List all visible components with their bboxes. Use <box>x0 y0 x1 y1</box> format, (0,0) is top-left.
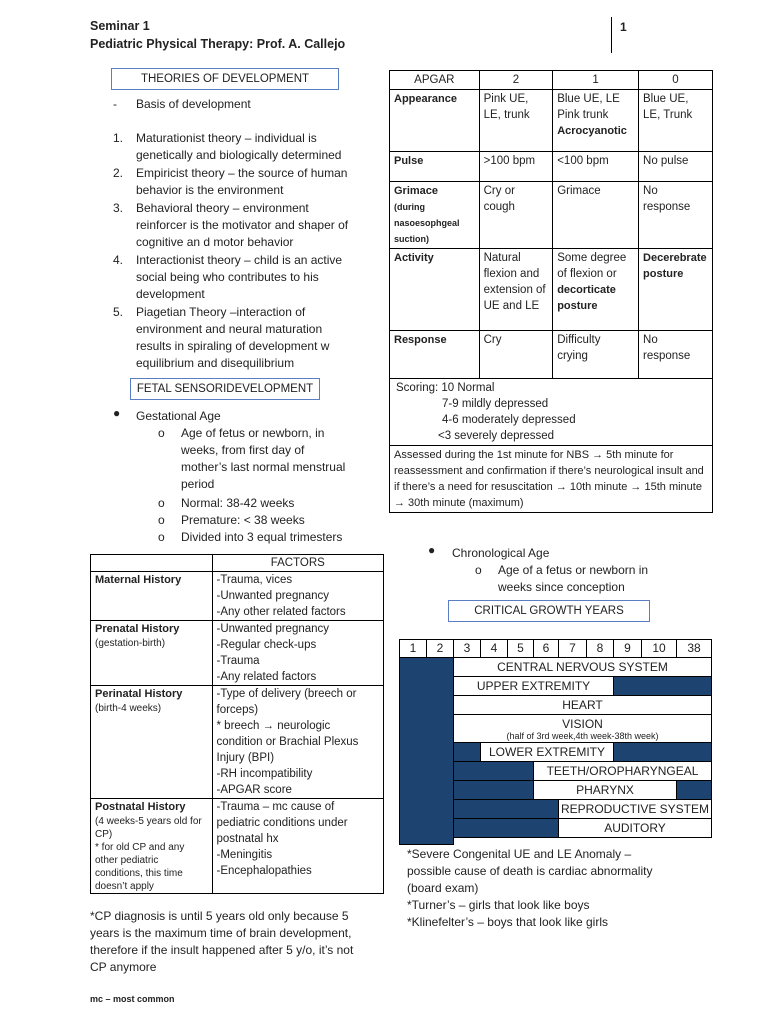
apgar-assessed-row <box>390 446 713 513</box>
circle-bullet-icon: o <box>158 426 165 440</box>
factor-item: -Any other related factors <box>216 606 346 618</box>
shaded-block <box>453 780 534 800</box>
apgar-emphasis: Acrocyanotic <box>557 125 627 137</box>
year-column-header: 8 <box>586 639 614 658</box>
gestational-label: Gestational Age <box>136 409 221 423</box>
footer-note: mc – most common <box>90 994 175 1004</box>
year-column-header: 10 <box>641 639 677 658</box>
circle-bullet-icon: o <box>158 496 165 510</box>
circle-bullet-icon: o <box>158 530 165 544</box>
apgar-criterion: Grimace <box>394 185 439 197</box>
shaded-block <box>676 780 712 800</box>
apgar-header-row <box>390 71 713 90</box>
apgar-header: APGAR <box>390 71 480 90</box>
apgar-table <box>389 70 713 513</box>
apgar-criterion: Response <box>394 334 447 346</box>
factor-label: Prenatal History <box>95 623 180 635</box>
anomaly-notes <box>407 846 677 931</box>
theory-name: Behavioral theory <box>136 201 230 215</box>
theory-number: 4. <box>113 253 124 267</box>
theory-desc: – environment reinforcer is the motivator and shaper of cognitive an d motor behavior <box>136 201 349 249</box>
theories-title: THEORIES OF DEVELOPMENT <box>111 68 339 90</box>
growth-row-label: LOWER EXTREMITY <box>488 745 605 759</box>
year-column-header: 7 <box>558 639 587 658</box>
theory-name: Piagetian Theory <box>136 305 227 319</box>
growth-row-label: PHARYNX <box>576 783 634 797</box>
apgar-emphasis: decorticate posture <box>557 284 616 312</box>
growth-row <box>453 676 614 696</box>
gestational-item: Age of fetus or newborn, in weeks, from first day of mother’s last normal menstrual period <box>181 426 346 491</box>
factor-row <box>91 799 384 894</box>
growth-row-label: REPRODUCTIVE SYSTEM <box>560 802 710 816</box>
factor-label: Perinatal History <box>95 688 183 700</box>
apgar-cell: Blue UE, LE, Trunk <box>639 90 713 152</box>
factor-item: -Trauma, vices <box>216 574 293 586</box>
year-column-header: 6 <box>533 639 559 658</box>
growth-row <box>533 780 677 800</box>
theory-number: 2. <box>113 166 124 180</box>
chronological-label: Chronological Age <box>452 546 550 560</box>
factor-item: -Trauma <box>216 655 260 667</box>
factor-item: -Unwanted pregnancy <box>216 590 330 602</box>
shaded-block <box>453 799 559 819</box>
apgar-header: 0 <box>639 71 713 90</box>
theory-item <box>136 130 358 164</box>
scoring-line: 7-9 mildly depressed <box>442 398 549 410</box>
factor-label: Postnatal History <box>95 801 186 813</box>
theory-name: Interactionist theory <box>136 253 241 267</box>
apgar-cell: Cry <box>479 331 553 379</box>
gestational-item: Premature: < 38 weeks <box>181 513 305 527</box>
apgar-header: 1 <box>553 71 639 90</box>
gestational-item: Normal: 38-42 weeks <box>181 496 295 510</box>
apgar-criterion: Appearance <box>394 93 457 105</box>
vision-note: (half of 3rd week,4th week-38th week) <box>506 731 659 741</box>
year-column-header: 9 <box>613 639 642 658</box>
apgar-cell: <100 bpm <box>553 152 639 182</box>
shaded-block <box>399 657 454 845</box>
theory-desc: – the source of human behavior is the environment <box>136 166 348 197</box>
apgar-row <box>390 182 713 249</box>
course-title: Pediatric Physical Therapy: Prof. A. Callejo <box>90 37 346 51</box>
factors-table <box>90 554 384 894</box>
theory-item <box>136 304 358 372</box>
page-number-divider <box>611 17 612 53</box>
page-number: 1 <box>620 20 627 34</box>
growth-row-label: CENTRAL NERVOUS SYSTEM <box>497 660 668 674</box>
chronological-item: Age of a fetus or newborn in weeks since conception <box>498 563 649 594</box>
shaded-block <box>613 742 712 762</box>
growth-row <box>480 742 614 762</box>
apgar-cell: No response <box>639 182 713 249</box>
scoring-line: Scoring: 10 Normal <box>396 382 495 394</box>
cp-note: *CP diagnosis is until 5 years old only because 5 years is the maximum time of brain development, therefore if the insult happened after 5 y/o, it’s not CP anymore <box>90 909 354 974</box>
factor-item: -RH incompatibility <box>216 768 313 780</box>
anomaly-note: *Turner’s – girls that look like boys <box>407 898 590 912</box>
theories-intro: Basis of development <box>136 97 251 111</box>
growth-row-label: TEETH/OROPHARYNGEAL <box>546 764 699 778</box>
factor-item: -Encephalopathies <box>216 865 312 877</box>
apgar-cell: Some degree of flexion or decorticate posture <box>553 249 639 331</box>
factor-item: -Trauma – mc cause of pediatric conditions under postnatal hx <box>216 801 348 845</box>
apgar-cell: Pink UE, LE, trunk <box>479 90 553 152</box>
factor-note: (4 weeks-5 years old for CP) <box>95 816 202 840</box>
theory-desc: – child is an active social being who contributes to his development <box>136 253 343 301</box>
theory-name: Empiricist theory <box>136 166 225 180</box>
growth-row-label: HEART <box>562 698 603 712</box>
scoring-line: 4-6 moderately depressed <box>442 414 576 426</box>
theory-name: Maturationist theory <box>136 131 242 145</box>
apgar-note: (during nasoesophgeal suction) <box>394 202 460 244</box>
factor-item: -Unwanted pregnancy <box>216 623 330 635</box>
shaded-block <box>453 742 481 762</box>
growth-row <box>533 761 712 781</box>
factors-header: FACTORS <box>212 555 383 572</box>
year-column-header: 3 <box>453 639 481 658</box>
apgar-cell: No response <box>639 331 713 379</box>
apgar-cell: Cry or cough <box>479 182 553 249</box>
shaded-block <box>613 676 712 696</box>
factor-item: -Meningitis <box>216 849 273 861</box>
factor-item: -Regular check-ups <box>216 639 317 651</box>
growth-row-label: VISION <box>562 717 603 731</box>
year-column-header: 5 <box>507 639 534 658</box>
factor-note: (birth-4 weeks) <box>95 703 162 714</box>
apgar-row <box>390 90 713 152</box>
bullet-icon: ● <box>428 543 436 557</box>
circle-bullet-icon: o <box>475 563 482 577</box>
factor-note: (gestation-birth) <box>95 638 166 649</box>
factor-row <box>91 572 384 621</box>
apgar-cell: Blue UE, LE Pink trunk Acrocyanotic <box>553 90 639 152</box>
apgar-header: 2 <box>479 71 553 90</box>
factor-note: * for old CP and any other pediatric conditions, this time doesn’t apply <box>95 842 185 892</box>
apgar-criterion: Activity <box>394 252 434 264</box>
document-header <box>90 17 345 53</box>
intro-dash: - <box>113 97 117 111</box>
growth-row <box>558 818 712 838</box>
factor-label: Maternal History <box>95 574 182 586</box>
apgar-cell: Natural flexion and extension of UE and LE <box>479 249 553 331</box>
shaded-block <box>453 818 559 838</box>
apgar-scoring-row <box>390 379 713 446</box>
apgar-cell: Grimace <box>553 182 639 249</box>
theory-number: 1. <box>113 131 124 145</box>
shaded-block <box>453 761 534 781</box>
apgar-row <box>390 152 713 182</box>
growth-row <box>453 695 712 715</box>
factor-item: * breech → neurologic condition or Brachial Plexus Injury (BPI) <box>216 720 359 764</box>
seminar-label: Seminar 1 <box>90 19 150 33</box>
assessed-text: Assessed during the 1st minute for NBS → 5th minute for reassessment and confirmation if there’s neurological insult and if there’s a need for resuscitation → 10th minute → 15th minute → 30th minute (maximum) <box>390 446 713 513</box>
theory-desc: –interaction of environment and neural maturation results in spiraling of development w equilibrium and disequilibrium <box>136 305 330 370</box>
fetal-title: FETAL SENSORIDEVELOPMENT <box>130 378 320 400</box>
theory-desc: – individual is genetically and biologically determined <box>136 131 342 162</box>
anomaly-note: *Klinefelter’s – boys that look like girls <box>407 915 608 929</box>
critical-growth-chart <box>399 639 711 845</box>
circle-bullet-icon: o <box>158 513 165 527</box>
apgar-row <box>390 249 713 331</box>
theory-number: 3. <box>113 201 124 215</box>
growth-row-label: AUDITORY <box>604 821 666 835</box>
year-column-header: 4 <box>480 639 508 658</box>
year-column-header: 2 <box>426 639 454 658</box>
gestational-item: Divided into 3 equal trimesters <box>181 530 343 544</box>
year-column-header: 38 <box>676 639 712 658</box>
growth-row <box>453 657 712 677</box>
critical-title: CRITICAL GROWTH YEARS <box>448 600 650 622</box>
apgar-cell: Difficulty crying <box>553 331 639 379</box>
factor-row <box>91 621 384 686</box>
apgar-criterion: Pulse <box>394 155 424 167</box>
factor-item: -APGAR score <box>216 784 292 796</box>
scoring-line: <3 severely depressed <box>438 430 555 442</box>
anomaly-note: *Severe Congenital UE and LE Anomaly – possible cause of death is cardiac abnormality (board exam) <box>407 847 653 895</box>
theory-item <box>136 165 358 199</box>
factor-row <box>91 686 384 799</box>
bullet-icon: ● <box>113 406 121 420</box>
growth-row <box>558 799 712 819</box>
apgar-row <box>390 331 713 379</box>
apgar-cell: >100 bpm <box>479 152 553 182</box>
theory-number: 5. <box>113 305 124 319</box>
factor-item: -Type of delivery (breech or forceps) <box>216 688 357 716</box>
theory-item <box>136 200 358 251</box>
growth-row-label: UPPER EXTREMITY <box>476 679 591 693</box>
growth-row <box>453 714 712 743</box>
year-column-header: 1 <box>399 639 427 658</box>
factor-item: -Any related factors <box>216 671 317 683</box>
theory-item <box>136 252 358 303</box>
apgar-cell: Decerebrate posture <box>639 249 713 331</box>
apgar-cell: No pulse <box>639 152 713 182</box>
